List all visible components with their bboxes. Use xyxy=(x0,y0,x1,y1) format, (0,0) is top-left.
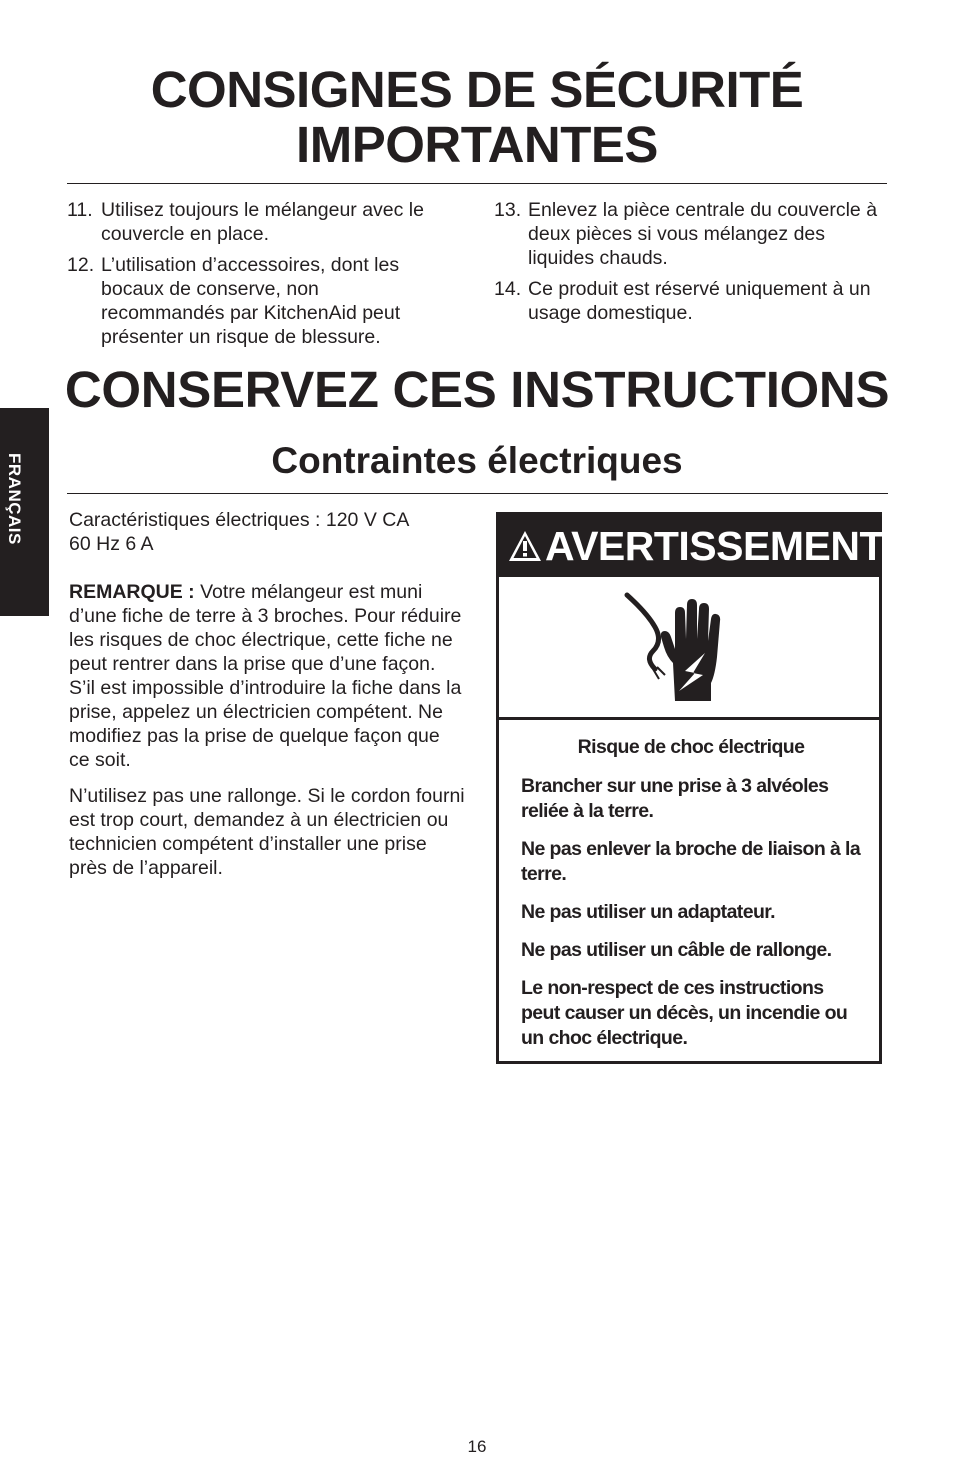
page-title xyxy=(0,62,954,172)
page-title-line-2: IMPORTANTES xyxy=(296,116,658,173)
warning-icon-panel xyxy=(499,577,879,720)
page-title-line-1: CONSIGNES DE SÉCURITÉ xyxy=(150,61,804,118)
warning-line: Ne pas utiliser un adaptateur. xyxy=(521,901,775,923)
electric-shock-hand-icon xyxy=(617,591,727,707)
electrical-specs: Caractéristiques électriques : 120 V CA 60 Hz 6 A xyxy=(69,509,410,555)
warning-subtitle: Risque de choc électrique xyxy=(577,736,805,758)
list-item: 12. L’utilisation d’accessoires, dont les bocaux de conserve, non recommandés par KitchenAid peut présenter un risque de blessure. xyxy=(67,254,401,348)
extension-paragraph: N’utilisez pas une rallonge. Si le cordon fourni est trop court, demandez à un électricien ou technicien compétent d’installer une prise près de l’appareil. xyxy=(69,785,465,879)
conserve-instructions-title: CONSERVEZ CES INSTRUCTIONS xyxy=(64,361,890,418)
warning-triangle-icon xyxy=(507,529,543,563)
warning-title: AVERTISSEMENT xyxy=(545,523,884,569)
page-number: 16 xyxy=(467,1437,487,1456)
safety-list-left xyxy=(67,198,467,356)
warning-line: Brancher sur une prise à 3 alvéoles reliée à la terre. xyxy=(521,775,829,822)
warning-line: Ne pas enlever la broche de liaison à la terre. xyxy=(521,838,861,885)
section-title: Contraintes électriques xyxy=(271,440,683,481)
warning-line: Ne pas utiliser un câble de rallonge. xyxy=(521,939,832,961)
language-tab-label: FRANÇAIS xyxy=(5,453,24,545)
warning-line: Le non-respect de ces instructions peut causer un décès, un incendie ou un choc électrique. xyxy=(521,977,848,1049)
warning-body xyxy=(521,735,861,1064)
title-rule xyxy=(67,183,887,184)
note-label: REMARQUE : xyxy=(69,581,195,603)
safety-list-right xyxy=(494,198,894,332)
list-item: 13. Enlevez la pièce centrale du couvercle à deux pièces si vous mélangez des liquides chauds. xyxy=(494,199,878,269)
list-item: 14. Ce produit est réservé uniquement à un usage domestique. xyxy=(494,278,871,324)
note-paragraph: REMARQUE : Votre mélangeur est muni d’une fiche de terre à 3 broches. Pour réduire les risques de choc électrique, cette fiche ne peut rentrer dans la prise que d’une façon. S’il est impossible d’introduire la fiche dans la prise, appelez un électricien compétent. Ne modifiez pas la prise de quelque façon que ce soit. xyxy=(69,581,462,771)
warning-header xyxy=(499,515,884,577)
warning-box xyxy=(496,512,882,1064)
section-rule xyxy=(67,493,888,494)
list-item: 11. Utilisez toujours le mélangeur avec le couvercle en place. xyxy=(67,199,424,245)
electrical-text xyxy=(69,508,465,880)
